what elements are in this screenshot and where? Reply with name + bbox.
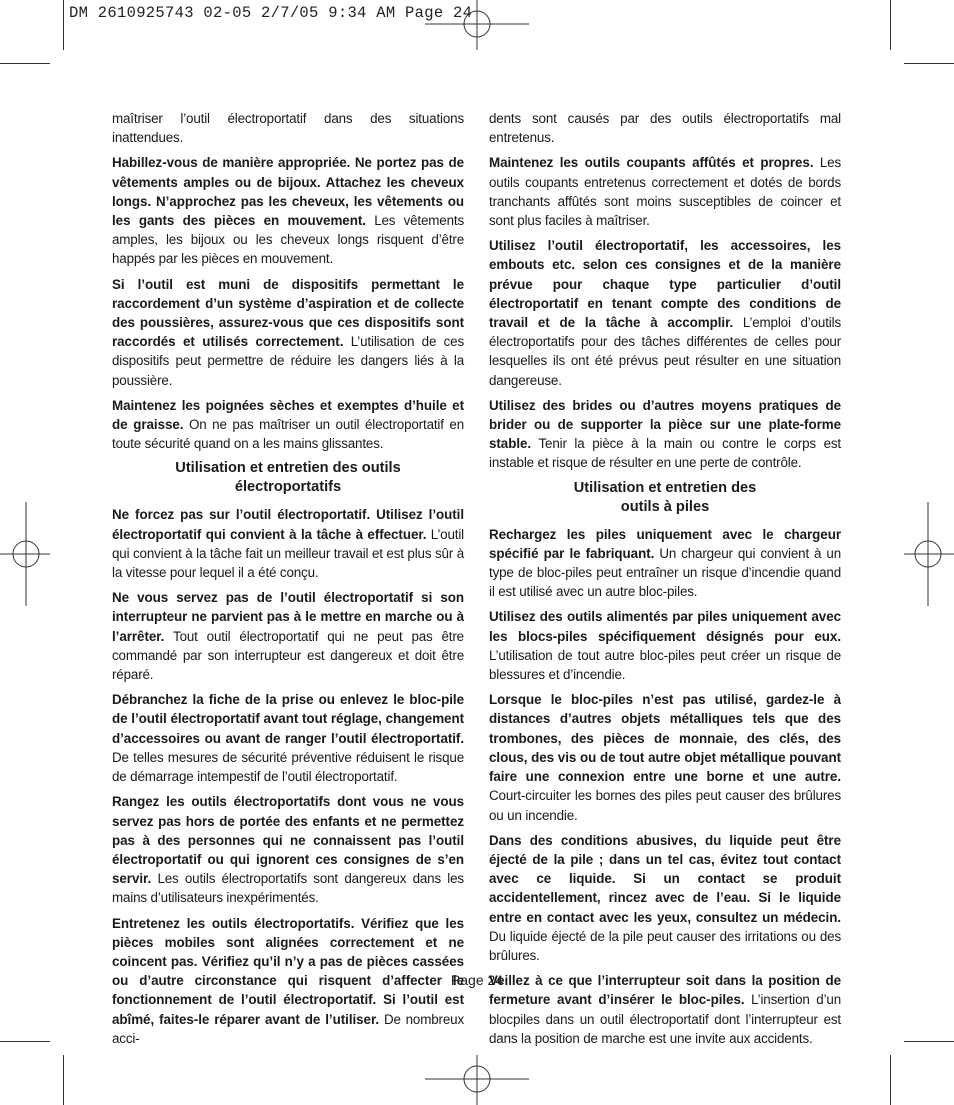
safety-paragraph: [112, 275, 464, 390]
section-heading-line: électroportatifs: [234, 479, 342, 496]
safety-paragraph: [112, 396, 464, 454]
safety-explanation: Tout outil électroportatif qui ne peut pas être commandé par son interrupteur est dangereux et doit être réparé.: [112, 628, 464, 683]
safety-instruction: Habillez-vous de manière appropriée. Ne portez pas de vêtements amples ou de bijoux. Attachez les cheveux longs. N’approchez pas les cheveux, les vêtements ou les gants des pièces en mouvement.: [112, 155, 464, 229]
registration-mark-bottom-icon: [425, 1053, 529, 1105]
safety-explanation: maîtriser l’outil électroportatif dans des situations inattendues.: [112, 111, 464, 146]
crop-mark-top-right-vertical: [890, 0, 891, 50]
safety-explanation: L’insertion d’un blocpiles dans un outil électroportatif dont l’interrupteur est dans la position de marche est une invite aux accidents.: [489, 992, 841, 1046]
section-heading-line: outils à piles: [620, 498, 710, 515]
safety-explanation: dents sont causés par des outils électroportatifs mal entretenus.: [489, 111, 841, 146]
safety-instruction: Utilisez l’outil électroportatif, les accessoires, les embouts etc. selon ces consignes et de la manière prévue pour chaque type particulier d’outil électroportatif en tenant compte des conditions de travail et de la tâche à accomplir.: [489, 238, 841, 331]
safety-paragraph: [112, 690, 464, 786]
safety-instruction: Veillez à ce que l’interrupteur soit dans la position de fermeture avant d’insérer le bloc-piles.: [489, 973, 841, 1008]
printer-slug: DM 2610925743 02-05 2/7/05 9:34 AM Page 24: [69, 4, 473, 22]
safety-instruction: Si l’outil est muni de dispositifs permettant le raccordement d’un système d’aspiration et de collecte des poussières, assurez-vous que ces dispositifs sont raccordés et utilisés correctement.: [112, 276, 464, 350]
safety-paragraph: [489, 831, 841, 965]
safety-explanation: L’utilisation de ces dispositifs peut permettre de réduire les dangers liés à la poussière.: [112, 334, 464, 388]
safety-instruction: Ne vous servez pas de l’outil électroportatif si son interrupteur ne parvient pas à le mettre en marche ou à l’arrêter.: [112, 590, 464, 644]
registration-mark-left-icon: [0, 502, 50, 606]
crop-mark-top-right-horizontal: [904, 63, 954, 64]
safety-explanation: On ne pas maîtriser un outil électroportatif en toute sécurité quand on a les mains glissantes.: [112, 417, 465, 452]
safety-instruction: Rangez les outils électroportatifs dont vous ne vous servez pas hors de portée des enfants et ne permettez pas à des personnes qui ne connaissent pas l’outil électroportatif ou qui ignorent ces consignes de s’en servir.: [112, 794, 464, 887]
safety-paragraph: [112, 153, 464, 268]
safety-paragraph: [489, 236, 841, 390]
safety-paragraph: [489, 525, 841, 602]
page-number: Page 24: [450, 972, 504, 988]
registration-mark-right-icon: [904, 502, 954, 606]
safety-explanation: Court-circuiter les bornes des piles peut causer des brûlures ou un incendie.: [489, 788, 841, 823]
page-number-footer: [0, 972, 954, 988]
safety-instruction: Dans des conditions abusives, du liquide peut être éjecté de la pile ; dans un tel cas, évitez tout contact avec ce liquide. Si un contact se produit accidentellement, rincez avec de l’eau. Si le liquide entre en contact avec les yeux, consultez un médecin.: [489, 832, 841, 925]
crop-mark-bottom-left-vertical: [63, 1055, 64, 1105]
safety-instruction: Maintenez les poignées sèches et exemptes d’huile et de graisse.: [112, 397, 464, 433]
crop-mark-top-left-horizontal: [0, 63, 50, 64]
safety-explanation: Du liquide éjecté de la pile peut causer des irritations ou des brûlures.: [489, 928, 841, 963]
safety-instruction: Entretenez les outils électroportatifs. Vérifiez que les pièces mobiles sont alignées correctement et ne coincent pas. Vérifiez qu’il n’y a pas de pièces cassées ou d’autre circonstance qui risquent d’affecter le fonctionnement de l’outil électroportatif. Si l’outil est abîmé, faites-le réparer avant de l’utiliser.: [112, 915, 464, 1027]
safety-instruction: Maintenez les outils coupants affûtés et propres.: [489, 155, 814, 171]
safety-paragraph: [112, 792, 464, 907]
safety-explanation: L’emploi d’outils électroportatifs pour des tâches différentes de celles pour lesquelles ils ont été prévus peut résulter en une situation dangereuse.: [489, 315, 841, 388]
safety-paragraph: [489, 607, 841, 684]
safety-instruction: Utilisez des brides ou d’autres moyens pratiques de brider ou de supporter la pièce sur une plate-forme stable.: [489, 397, 841, 452]
safety-explanation: L’outil qui convient à la tâche fait un meilleur travail et est plus sûr à la vitesse pour lequel il a été conçu.: [112, 526, 464, 581]
right-column: [489, 109, 841, 1054]
safety-paragraph: [112, 109, 464, 147]
safety-explanation: Un chargeur qui convient à un type de bloc-piles peut entraîner un risque d’incendie quand il est utilisé avec un autre bloc-piles.: [489, 545, 841, 600]
crop-mark-bottom-right-horizontal: [904, 1041, 954, 1042]
safety-paragraph: [112, 505, 464, 582]
safety-paragraph: [112, 588, 464, 684]
section-heading: [489, 479, 841, 517]
safety-explanation: De nombreux acci-: [112, 1011, 464, 1046]
safety-explanation: Tenir la pièce à la main ou contre le corps est instable et risque de résulter en une perte de contrôle.: [489, 436, 841, 471]
section-heading-line: Utilisation et entretien des: [573, 479, 757, 496]
safety-instruction: Rechargez les piles uniquement avec le chargeur spécifié par le fabriquant.: [489, 526, 841, 561]
crop-mark-top-left-vertical: [63, 0, 64, 50]
safety-instruction: Ne forcez pas sur l’outil électroportatif. Utilisez l’outil électroportatif qui convient à la tâche à effectuer.: [112, 507, 464, 542]
safety-paragraph: [489, 690, 841, 824]
safety-instruction: Utilisez des outils alimentés par piles uniquement avec les blocs-piles spécifiquement désignés pour eux.: [489, 609, 841, 644]
left-column: [112, 109, 464, 1054]
safety-explanation: De telles mesures de sécurité préventive réduisent le risque de démarrage intempestif de l’outil électroportatif.: [112, 749, 464, 785]
section-heading: [112, 459, 464, 497]
registration-mark-top-icon: [425, 0, 529, 52]
safety-paragraph: [489, 153, 841, 230]
crop-mark-bottom-right-vertical: [890, 1055, 891, 1105]
safety-explanation: Les vêtements amples, les bijoux ou les cheveux longs risquent d’être happés par les pièces en mouvement.: [112, 213, 465, 267]
safety-explanation: L’utilisation de tout autre bloc-piles peut créer un risque de blessures et d’incendie.: [489, 647, 841, 683]
safety-instruction: Débranchez la fiche de la prise ou enlevez le bloc-pile de l’outil électroportatif avant tout réglage, changement d’accessoires ou avant de ranger l’outil électroportatif.: [112, 692, 464, 746]
safety-explanation: Les outils électroportatifs sont dangereux dans les mains d’utilisateurs inexpérimentés.: [112, 871, 464, 906]
safety-paragraph: [489, 396, 841, 473]
crop-mark-bottom-left-horizontal: [0, 1041, 50, 1042]
safety-paragraph: [489, 109, 841, 147]
safety-explanation: Les outils coupants entretenus correctement et dotés de bords tranchants affûtés sont moins susceptibles de coincer et sont plus faciles à maîtriser.: [489, 155, 841, 229]
section-heading-line: Utilisation et entretien des outils: [175, 460, 401, 477]
safety-instruction: Lorsque le bloc-piles n’est pas utilisé, gardez-le à distances d’autres objets métalliques tels que des trombones, des pièces de monnaie, des clés, des clous, des vis ou de tout autre objet métallique pouvant faire une connexion entre une borne et une autre.: [489, 692, 841, 785]
